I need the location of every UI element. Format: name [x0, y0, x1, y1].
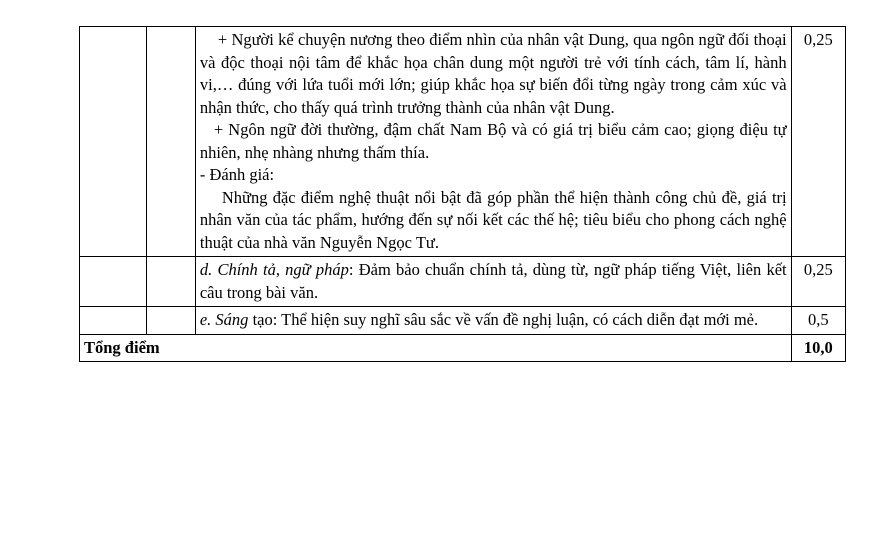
- total-score: 10,0: [791, 334, 845, 362]
- criteria-label: e. Sáng: [199, 310, 249, 329]
- table-cell-blank: [80, 307, 147, 335]
- criteria-paragraph: + Người kể chuyện nương theo điểm nhìn của nhân vật Dung, qua ngôn ngữ đối thoại và độc thoại nội tâm để khắc họa chân dung một người trẻ với tính cách, tâm lí, hành vi,… đúng với lứa tuổi mới lớn; giúp khắc họa sự biến đổi từng ngày trong cảm xúc và nhận thức, cho thấy quá trình trưởng thành của nhân vật Dung.: [199, 30, 787, 117]
- criteria-label: d. Chính tả, ngữ pháp: [199, 260, 349, 279]
- score-cell: 0,25: [791, 27, 845, 257]
- table-cell-blank: [146, 257, 195, 307]
- table-cell-blank: [80, 27, 147, 257]
- score-cell: 0,5: [791, 307, 845, 335]
- criteria-cell: [195, 257, 791, 307]
- criteria-cell: [195, 27, 791, 257]
- table-cell-blank: [80, 257, 147, 307]
- score-cell: 0,25: [791, 257, 845, 307]
- criteria-paragraph: - Đánh giá:: [199, 165, 275, 184]
- criteria-text: tạo: Thể hiện suy nghĩ sâu sắc về vấn đề nghị luận, có cách diễn đạt mới mẻ.: [248, 310, 759, 329]
- criteria-paragraph: Những đặc điểm nghệ thuật nổi bật đã góp phần thể hiện thành công chủ đề, giá trị nhân văn của tác phẩm, hướng đến sự nối kết các thế hệ; tiêu biểu cho phong cách nghệ thuật của nhà văn Nguyễn Ngọc Tư.: [199, 187, 787, 252]
- total-label: Tổng điểm: [80, 334, 792, 362]
- total-row: [80, 334, 846, 362]
- table-row: [80, 307, 846, 335]
- criteria-cell: [195, 307, 791, 335]
- scoring-table: [79, 26, 846, 362]
- table-row: [80, 257, 846, 307]
- criteria-text: : Đảm bảo chuẩn chính tả, dùng từ, ngữ pháp tiếng Việt, liên kết câu trong bài văn.: [199, 260, 787, 302]
- table-cell-blank: [146, 307, 195, 335]
- criteria-paragraph: + Ngôn ngữ đời thường, đậm chất Nam Bộ và có giá trị biểu cảm cao; giọng điệu tự nhiên, nhẹ nhàng nhưng thấm thía.: [199, 120, 787, 162]
- table-cell-blank: [146, 27, 195, 257]
- table-row: [80, 27, 846, 257]
